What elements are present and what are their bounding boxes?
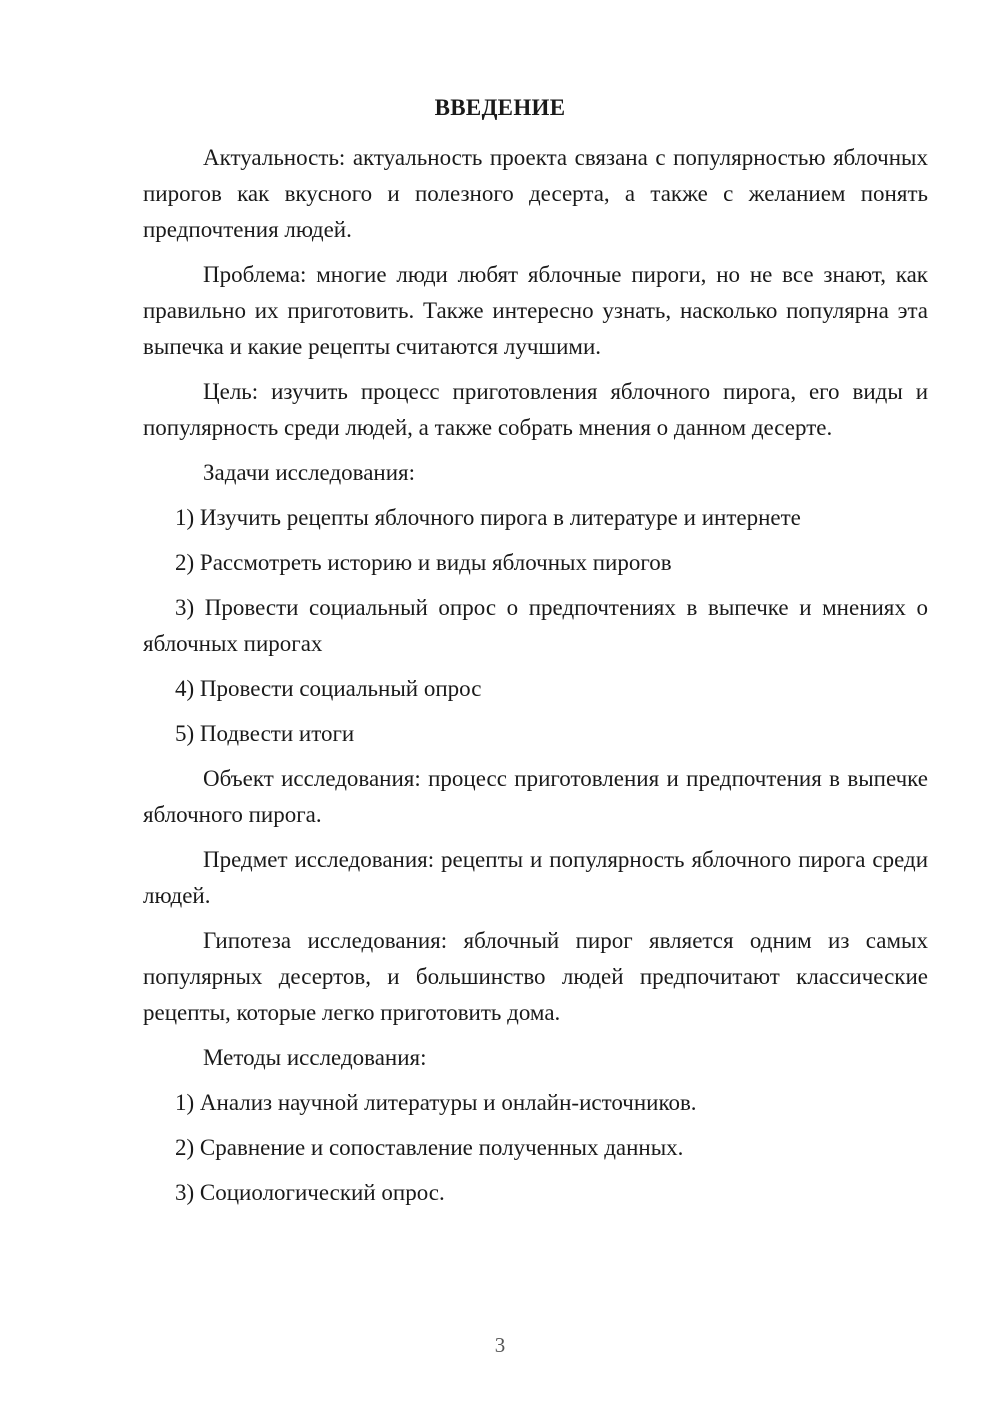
problem-paragraph: Проблема: многие люди любят яблочные пироги, но не все знают, как правильно их приготовить. Также интересно узнать, насколько популярна эта выпечка и какие рецепты считаются лучшими. [143, 262, 928, 359]
methods-heading: Методы исследования: [203, 1045, 427, 1070]
subject-paragraph: Предмет исследования: рецепты и популярность яблочного пирога среди людей. [143, 847, 928, 908]
document-body [143, 140, 928, 1211]
section-heading: ВВЕДЕНИЕ [434, 95, 566, 120]
task-item-4: 4) Провести социальный опрос [175, 676, 482, 701]
task-item-5: 5) Подвести итоги [175, 721, 355, 746]
method-item-3: 3) Социологический опрос. [175, 1180, 445, 1205]
task-item-2: 2) Рассмотреть историю и виды яблочных пирогов [175, 550, 672, 575]
method-item-2: 2) Сравнение и сопоставление полученных данных. [175, 1135, 684, 1160]
relevance-paragraph: Актуальность: актуальность проекта связана с популярностью яблочных пирогов как вкусного и полезного десерта, а также с желанием понять предпочтения людей. [143, 145, 928, 242]
hypothesis-paragraph: Гипотеза исследования: яблочный пирог является одним из самых популярных десертов, и большинство людей предпочитают классические рецепты, которые легко приготовить дома. [143, 928, 928, 1025]
tasks-heading: Задачи исследования: [203, 460, 416, 485]
object-paragraph: Объект исследования: процесс приготовления и предпочтения в выпечке яблочного пирога. [143, 766, 928, 827]
task-item-1: 1) Изучить рецепты яблочного пирога в литературе и интернете [175, 505, 801, 530]
method-item-1: 1) Анализ научной литературы и онлайн-источников. [175, 1090, 697, 1115]
task-item-3: 3) Провести социальный опрос о предпочтениях в выпечке и мнениях о яблочных пирогах [143, 595, 928, 656]
goal-paragraph: Цель: изучить процесс приготовления яблочного пирога, его виды и популярность среди людей, а также собрать мнения о данном десерте. [143, 379, 928, 440]
page-number: 3 [494, 1333, 506, 1357]
